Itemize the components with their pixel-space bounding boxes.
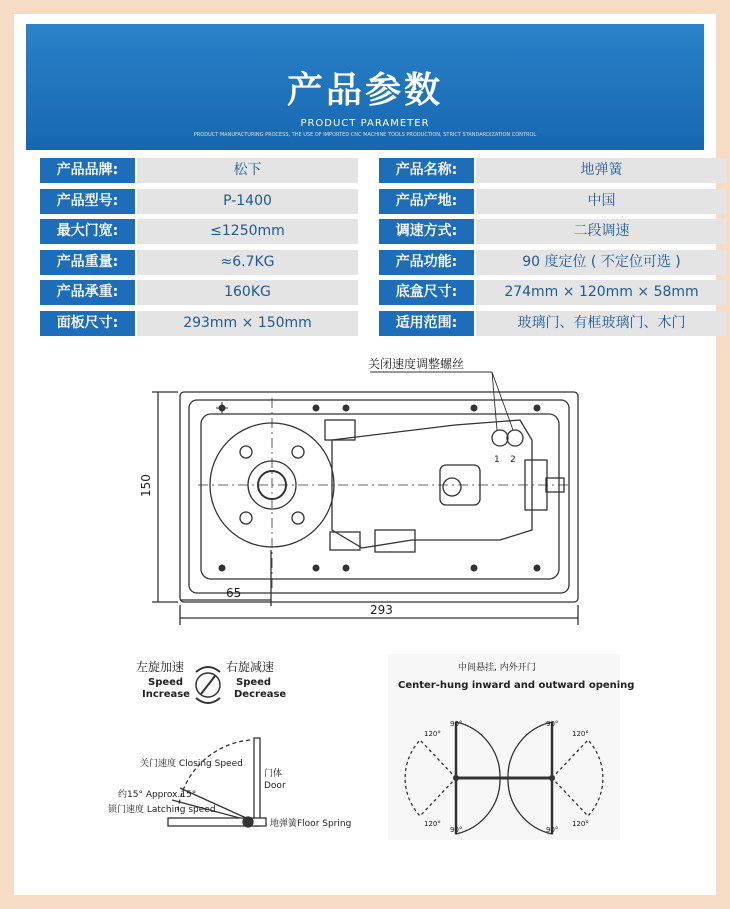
spec-label: 底盒尺寸: — [379, 280, 474, 305]
spec-label: 产品品牌: — [40, 158, 135, 183]
spec-value: 274mm × 120mm × 58mm — [476, 280, 727, 305]
spec-value: 160KG — [137, 280, 358, 305]
floor-spring-label: 地弹簧Floor Spring — [270, 819, 352, 829]
angle-90-tr: 90° — [546, 720, 559, 728]
box-outline — [201, 414, 559, 579]
valve-body — [332, 420, 532, 548]
spec-value: 中国 — [476, 189, 727, 214]
page-title: 产品参数 — [286, 70, 443, 111]
fixing-mark — [343, 565, 349, 571]
door-en-label: Door — [264, 781, 286, 791]
angle-90-tl: 90° — [450, 720, 463, 728]
spec-value: 松下 — [137, 158, 358, 183]
dim-offset: 65 — [226, 586, 242, 600]
speed-right-en1: Speed — [236, 677, 272, 688]
angle-120-br: 120° — [572, 820, 589, 828]
speed-right-en2: Decrease — [234, 689, 287, 700]
fixing-mark — [216, 402, 228, 414]
spec-label: 产品型号: — [40, 189, 135, 214]
fixing-mark — [534, 405, 540, 411]
spec-value: 玻璃门、有框玻璃门、木门 — [476, 311, 727, 336]
spec-value: 293mm × 150mm — [137, 311, 358, 336]
screw-2 — [507, 430, 523, 446]
dim-height: 150 — [139, 474, 153, 497]
speed-knob — [196, 667, 220, 703]
spec-value: ≤1250mm — [137, 219, 358, 244]
page-subtitle: PRODUCT PARAMETER — [300, 118, 430, 129]
screw-label: 关闭速度调整螺丝 — [368, 357, 465, 371]
screw-2-label: 2 — [510, 455, 516, 465]
spec-value: 二段调速 — [476, 219, 727, 244]
fixing-mark — [343, 405, 349, 411]
speed-right-cn: 右旋减速 — [226, 660, 275, 674]
spec-label: 调速方式: — [379, 219, 474, 244]
spec-label: 产品产地: — [379, 189, 474, 214]
opening-title-cn: 中间悬挂, 内外开门 — [458, 663, 536, 673]
closing-speed-label: 关门速度 Closing Speed — [140, 759, 243, 769]
fixing-mark — [313, 405, 319, 411]
speed-left-en2: Increase — [142, 689, 190, 700]
outer-panel — [180, 392, 578, 602]
opening-title-en: Center-hung inward and outward opening — [398, 680, 635, 691]
speed-left-cn: 左旋加速 — [136, 660, 185, 674]
spec-label: 最大门宽: — [40, 219, 135, 244]
angle-120-tl: 120° — [424, 730, 441, 738]
fixing-mark — [471, 405, 477, 411]
spec-value: 90 度定位 ( 不定位可选 ) — [476, 250, 727, 275]
approx-angle-label: 约15° Approx.15° — [118, 790, 197, 800]
spec-label: 产品重量: — [40, 250, 135, 275]
banner-tagline: PRODUCT MANUFACTURING PROCESS, THE USE OF IMPORTED CNC MACHINE TOOLS PRODUCTION, STRICT STANDARDIZATION CONTROL — [193, 132, 537, 138]
angle-90-bl: 90° — [450, 826, 463, 834]
spec-label: 产品承重: — [40, 280, 135, 305]
angle-90-br: 90° — [546, 826, 559, 834]
spec-label: 产品功能: — [379, 250, 474, 275]
latching-speed-label: 锁门速度 Latching speed — [108, 805, 216, 815]
spec-value: ≈6.7KG — [137, 250, 358, 275]
door-cn-label: 门体 — [264, 769, 283, 779]
angle-120-bl: 120° — [424, 820, 441, 828]
spec-value: P-1400 — [137, 189, 358, 214]
fixing-mark — [313, 565, 319, 571]
spec-label: 产品名称: — [379, 158, 474, 183]
spec-value: 地弹簧 — [476, 158, 727, 183]
spec-label: 面板尺寸: — [40, 311, 135, 336]
spec-label: 适用范围: — [379, 311, 474, 336]
fixing-mark — [219, 565, 225, 571]
fixing-mark — [471, 565, 477, 571]
speed-left-en1: Speed — [148, 677, 184, 688]
angle-120-tr: 120° — [572, 730, 589, 738]
dim-width: 293 — [370, 603, 393, 617]
screw-1 — [492, 430, 508, 446]
screw-1-label: 1 — [494, 455, 500, 465]
fixing-mark — [534, 565, 540, 571]
